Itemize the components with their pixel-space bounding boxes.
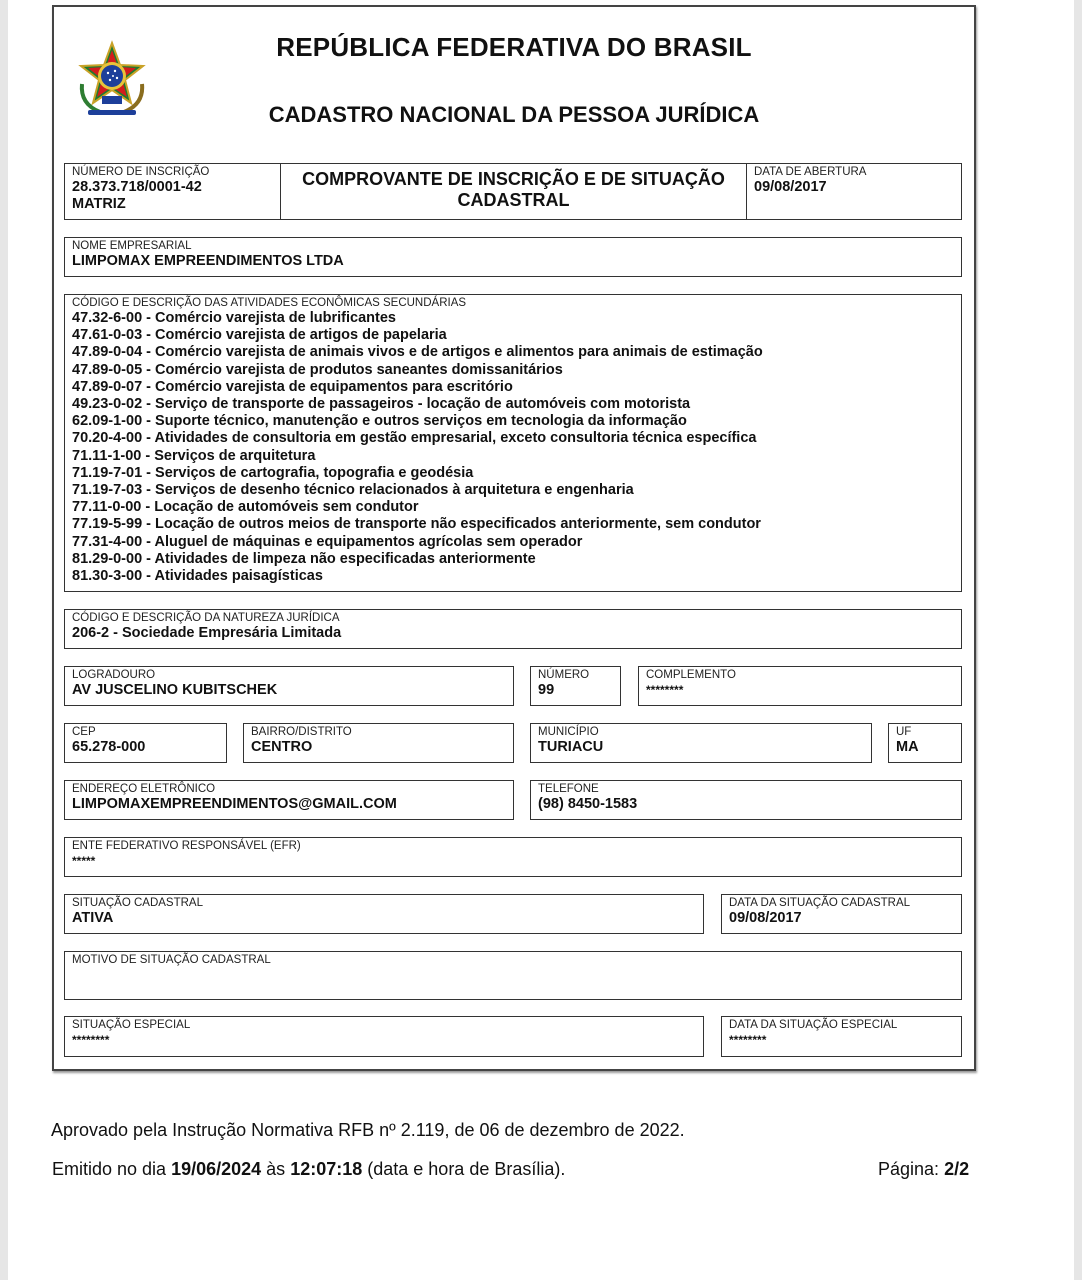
situacao-especial-box [64,1016,704,1057]
approval-note: Aprovado pela Instrução Normativa RFB nº 2.119, de 06 de dezembro de 2022. [51,1120,685,1140]
page-number-value: 2/2 [944,1159,970,1179]
emission-suffix: (data e hora de Brasília). [362,1159,566,1179]
municipio-box [530,723,872,763]
bairro-value: CENTRO [251,739,313,755]
logradouro-value: AV JUSCELINO KUBITSCHEK [72,682,278,698]
natureza-box [64,609,962,649]
atividade-item: 70.20-4-00 - Atividades de consultoria em gestão empresarial, exceto consultoria técnica específica [72,430,757,447]
atividade-item: 77.19-5-99 - Locação de outros meios de transporte não especificados anteriormente, sem condutor [72,516,761,533]
email-label: ENDEREÇO ELETRÔNICO [72,783,216,795]
atividade-item: 77.11-0-00 - Locação de automóveis sem condutor [72,499,419,516]
data-situacao-box [721,894,962,934]
logradouro-label: LOGRADOURO [72,669,156,681]
telefone-value: (98) 8450-1583 [538,796,638,812]
atividades-list [72,310,954,585]
natureza-label: CÓDIGO E DESCRIÇÃO DA NATUREZA JURÍDICA [72,612,340,624]
atividades-label: CÓDIGO E DESCRIÇÃO DAS ATIVIDADES ECONÔMICAS SECUNDÁRIAS [72,297,467,309]
page-subtitle: CADASTRO NACIONAL DA PESSOA JURÍDICA [268,102,760,127]
uf-label: UF [896,726,912,738]
atividade-item: 49.23-0-02 - Serviço de transporte de passageiros - locação de automóveis com motorista [72,396,691,413]
atividade-item: 47.32-6-00 - Comércio varejista de lubrificantes [72,310,396,326]
situacao-value: ATIVA [72,910,114,926]
atividade-item: 81.29-0-00 - Atividades de limpeza não especificadas anteriormente [72,550,536,567]
data-situacao-value: 09/08/2017 [729,910,802,926]
cep-value: 65.278-000 [72,739,146,755]
inscricao-box [64,163,281,220]
atividade-item: 71.19-7-01 - Serviços de cartografia, topografia e geodésia [72,464,474,481]
efr-label: ENTE FEDERATIVO RESPONSÁVEL (EFR) [72,840,301,852]
page-number-label: Página: [878,1159,945,1179]
logradouro-box [64,666,514,706]
email-value: LIMPOMAXEMPREENDIMENTOS@GMAIL.COM [72,796,397,812]
telefone-label: TELEFONE [538,783,599,795]
email-box [64,780,514,820]
atividade-item: 71.11-1-00 - Serviços de arquitetura [72,447,316,464]
nome-empresarial-box [64,237,962,277]
efr-box [64,837,962,877]
emission-time: 12:07:18 [290,1159,363,1179]
emission-middle: às [261,1159,291,1179]
bairro-label: BAIRRO/DISTRITO [251,726,352,738]
page-edge-right [1074,0,1082,1280]
bairro-box [243,723,514,763]
atividade-item: 47.61-0-03 - Comércio varejista de artigos de papelaria [72,327,447,344]
cep-label: CEP [72,726,96,738]
numero-box [530,666,621,706]
nome-label: NOME EMPRESARIAL [72,240,192,252]
municipio-value: TURIACU [538,739,604,755]
natureza-value: 206-2 - Sociedade Empresária Limitada [72,625,342,641]
data-situacao-especial-label: DATA DA SITUAÇÃO ESPECIAL [729,1019,898,1031]
atividade-item: 77.31-4-00 - Aluguel de máquinas e equipamentos agrícolas sem operador [72,533,583,550]
atividade-item: 47.89-0-05 - Comércio varejista de produtos saneantes domissanitários [72,361,563,378]
data-situacao-especial-box [721,1016,962,1057]
numero-value: 99 [538,682,555,698]
telefone-box [530,780,962,820]
municipio-label: MUNICÍPIO [538,726,599,738]
complemento-box [638,666,962,706]
situacao-box [64,894,704,934]
emission-info [52,1159,565,1180]
data-situacao-especial-value: ******** [729,1033,767,1047]
page-number [878,1159,969,1180]
inscricao-number: 28.373.718/0001-42 [72,179,202,195]
situacao-especial-value: ******** [72,1033,110,1047]
numero-label: NÚMERO [538,669,590,681]
complemento-label: COMPLEMENTO [646,669,736,681]
document-title-line1: COMPROVANTE DE INSCRIÇÃO E DE SITUAÇÃO [302,169,725,189]
efr-value: ***** [72,854,96,868]
emission-date: 19/06/2024 [171,1159,262,1179]
document-title-box [280,163,747,220]
uf-value: MA [896,739,919,755]
document-title-line2: CADASTRAL [457,190,570,210]
atividade-item: 81.30-3-00 - Atividades paisagísticas [72,568,323,585]
abertura-value: 09/08/2017 [754,179,827,195]
atividade-item: 62.09-1-00 - Suporte técnico, manutenção e outros serviços em tecnologia da informação [72,413,687,430]
atividades-box [64,294,962,592]
atividade-item: 47.89-0-07 - Comércio varejista de equipamentos para escritório [72,378,513,395]
data-situacao-label: DATA DA SITUAÇÃO CADASTRAL [729,897,911,909]
page-title: REPÚBLICA FEDERATIVA DO BRASIL [276,32,752,62]
uf-box [888,723,962,763]
abertura-box [746,163,962,220]
atividade-item: 47.89-0-04 - Comércio varejista de animais vivos e de artigos e alimentos para animais de estimação [72,344,763,361]
inscricao-type: MATRIZ [72,196,126,212]
atividade-item: 71.19-7-03 - Serviços de desenho técnico relacionados à arquitetura e engenharia [72,482,634,499]
cep-box [64,723,227,763]
emission-prefix: Emitido no dia [52,1159,172,1179]
page-edge-left [0,0,8,1280]
nome-value: LIMPOMAX EMPREENDIMENTOS LTDA [72,253,344,269]
motivo-box [64,951,962,1000]
complemento-value: ******** [646,683,684,697]
situacao-especial-label: SITUAÇÃO ESPECIAL [72,1019,191,1031]
situacao-label: SITUAÇÃO CADASTRAL [72,897,203,909]
abertura-label: DATA DE ABERTURA [754,166,867,178]
inscricao-label: NÚMERO DE INSCRIÇÃO [72,166,210,178]
motivo-label: MOTIVO DE SITUAÇÃO CADASTRAL [72,954,271,966]
